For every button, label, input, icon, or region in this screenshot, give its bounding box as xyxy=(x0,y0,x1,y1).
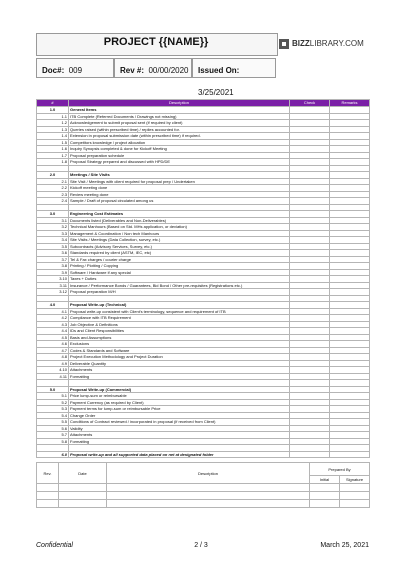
row-description: Kickoff meeting done xyxy=(69,185,290,192)
issued-on: Issued On: 3/25/2021 xyxy=(192,58,276,78)
prepared-by-label: Prepared By xyxy=(310,463,370,476)
table-row xyxy=(37,451,370,458)
row-number: 4.11 xyxy=(37,373,69,380)
row-number: 5.8 xyxy=(37,438,69,445)
footer-date: March 25, 2021 xyxy=(320,542,369,549)
column-header-remarks: Remarks xyxy=(330,100,370,107)
row-description: Extension in proposal submission date (within prescribed time) if required. xyxy=(69,133,290,140)
row-description: Payment terms for lump-sum or reimbursable Price xyxy=(69,406,290,413)
row-number: 5.4 xyxy=(37,412,69,419)
row-number: 4.10 xyxy=(37,367,69,374)
row-number: 3.11 xyxy=(37,282,69,289)
row-number: 4.0 xyxy=(37,302,69,309)
row-description: Insurance / Performance Bonds / Guarantees, Bid Bond / Other pre-requisites (Registrations etc.) xyxy=(69,282,290,289)
row-description: Documents listed (Deliverables and Non-Deliverables) xyxy=(69,217,290,224)
description-column-label: Description xyxy=(107,463,310,484)
row-number: 2.4 xyxy=(37,198,69,205)
logo-text: BIZZLIBRARY.COM xyxy=(292,39,364,48)
description-cell[interactable] xyxy=(107,500,310,508)
row-description: Competitors knowledge / project allocation xyxy=(69,139,290,146)
row-number: 1.0 xyxy=(37,107,69,114)
date-cell[interactable] xyxy=(59,500,107,508)
logo xyxy=(279,33,369,54)
row-number: 1.4 xyxy=(37,133,69,140)
row-description: Project Execution Methodology and Project Duration xyxy=(69,354,290,361)
row-number: 1.6 xyxy=(37,146,69,153)
row-number: 4.9 xyxy=(37,360,69,367)
row-number: 3.5 xyxy=(37,243,69,250)
row-description: Formatting xyxy=(69,373,290,380)
row-number: 2.0 xyxy=(37,172,69,179)
row-description: Inquiry Synopsis completed & done for Kickoff Meeting xyxy=(69,146,290,153)
row-description: Proposal write-up consistent with Client's terminology, sequence and requirement of ITB xyxy=(69,308,290,315)
initial-label: Initial xyxy=(310,476,340,484)
row-description: Job Objective & Definitions xyxy=(69,321,290,328)
row-number: 2.2 xyxy=(37,185,69,192)
row-description: Acknowledgement to submit proposal sent (if required by client) xyxy=(69,120,290,127)
row-number: 5.1 xyxy=(37,393,69,400)
row-description: Queries raised (within prescribed time) / replies accounted for. xyxy=(69,126,290,133)
row-number: 4.1 xyxy=(37,308,69,315)
row-description: Basis and Assumptions xyxy=(69,334,290,341)
row-description: IDs and Client Responsibilities xyxy=(69,328,290,335)
footer-confidential: Confidential xyxy=(36,542,73,549)
row-number: 3.7 xyxy=(37,256,69,263)
row-description: Sample / Draft of proposal circulated among us xyxy=(69,198,290,205)
row-description: Proposal preparation M/H xyxy=(69,289,290,296)
row-description: Price lump-sum or reimbursable xyxy=(69,393,290,400)
row-number: 4.4 xyxy=(37,328,69,335)
revision-row xyxy=(37,484,370,492)
row-description: Management & Coordination / Non tech Manhours xyxy=(69,230,290,237)
date-column-label: Date xyxy=(59,463,107,484)
page-title: PROJECT {{NAME}} xyxy=(103,36,209,48)
row-number: 3.3 xyxy=(37,230,69,237)
logo-icon xyxy=(279,39,289,49)
row-description: Site Visit / Meetings with client required for proposal prep / Undertaken xyxy=(69,178,290,185)
rev-cell[interactable] xyxy=(37,484,59,492)
row-description: Tel & Fax charges / courier charge xyxy=(69,256,290,263)
row-number: 4.5 xyxy=(37,334,69,341)
row-number: 3.10 xyxy=(37,276,69,283)
row-description: Proposal write-up and all supported data placed on net at designated folder xyxy=(69,451,290,458)
description-cell[interactable] xyxy=(107,492,310,500)
row-description: Printing / Plotting / Copying xyxy=(69,263,290,270)
row-number: 4.2 xyxy=(37,315,69,322)
doc-number: Doc#: 009 xyxy=(36,58,114,78)
row-description: ITB Complete (Referred Documents / Drawings not missing) xyxy=(69,113,290,120)
row-number: 4.7 xyxy=(37,347,69,354)
row-number: 3.2 xyxy=(37,224,69,231)
description-cell[interactable] xyxy=(107,484,310,492)
row-number: 1.7 xyxy=(37,152,69,159)
row-number: 3.6 xyxy=(37,250,69,257)
row-description: Subcontracts (Advisory Services, Survey, etc.) xyxy=(69,243,290,250)
row-number: 3.9 xyxy=(37,269,69,276)
row-description: Deliverable Quantity xyxy=(69,360,290,367)
row-description: General Items xyxy=(69,107,290,114)
row-description: Site Visits / Meetings (Data Collection, survey, etc.) xyxy=(69,237,290,244)
row-description: Review meeting done xyxy=(69,191,290,198)
footer-page-number: 2 / 3 xyxy=(194,542,208,549)
rev-cell[interactable] xyxy=(37,500,59,508)
row-number: 3.8 xyxy=(37,263,69,270)
initial-cell[interactable] xyxy=(310,492,340,500)
check-cell[interactable] xyxy=(290,451,330,458)
row-description: Proposal preparation schedule xyxy=(69,152,290,159)
rev-cell[interactable] xyxy=(37,492,59,500)
row-number: 5.6 xyxy=(37,425,69,432)
row-description: Taxes + Duties xyxy=(69,276,290,283)
row-number: 6.0 xyxy=(37,451,69,458)
row-number: 3.4 xyxy=(37,237,69,244)
signature-cell[interactable] xyxy=(340,484,370,492)
column-header-number: # xyxy=(37,100,69,107)
row-number: 1.8 xyxy=(37,159,69,166)
revision-number: Rev #: 00/00/2020 xyxy=(114,58,192,78)
row-description: Technical Manhours (Based on Std. MHs application, or deviation) xyxy=(69,224,290,231)
row-number: 5.3 xyxy=(37,406,69,413)
row-number: 3.1 xyxy=(37,217,69,224)
revision-table xyxy=(36,462,369,508)
row-number: 4.3 xyxy=(37,321,69,328)
column-header-description: Description xyxy=(69,100,290,107)
table-header-row xyxy=(37,100,370,107)
row-description: Formatting xyxy=(69,438,290,445)
row-description: Proposal Write-up (Commercial) xyxy=(69,386,290,393)
row-description: Compliance with ITB Requirement xyxy=(69,315,290,322)
row-description: Engineering Cost Estimates xyxy=(69,211,290,218)
revision-row xyxy=(37,500,370,508)
row-number: 3.12 xyxy=(37,289,69,296)
row-number: 4.6 xyxy=(37,341,69,348)
row-description: Codes & Standards and Software xyxy=(69,347,290,354)
row-number: 3.0 xyxy=(37,211,69,218)
row-description: Software / Hardware if any special xyxy=(69,269,290,276)
row-description: Standards required by client (ASTM, IEC, etc) xyxy=(69,250,290,257)
row-number: 1.5 xyxy=(37,139,69,146)
remarks-cell[interactable] xyxy=(330,451,370,458)
column-header-check: Check xyxy=(290,100,330,107)
row-description: Proposal Write-up (Technical) xyxy=(69,302,290,309)
row-number: 5.2 xyxy=(37,399,69,406)
row-description: Attachments xyxy=(69,432,290,439)
initial-cell[interactable] xyxy=(310,484,340,492)
checklist-table xyxy=(36,99,369,458)
signature-cell[interactable] xyxy=(340,492,370,500)
row-description: Attachments xyxy=(69,367,290,374)
row-number: 1.2 xyxy=(37,120,69,127)
revision-header-row xyxy=(37,463,370,476)
signature-label: Signature xyxy=(340,476,370,484)
row-number: 2.1 xyxy=(37,178,69,185)
row-number: 5.7 xyxy=(37,432,69,439)
rev-column-label: Rev. xyxy=(37,463,59,484)
row-description: Validity xyxy=(69,425,290,432)
revision-row xyxy=(37,492,370,500)
row-description: Exclusions xyxy=(69,341,290,348)
row-description: Conditions of Contract reviewed / incorporated in proposal (if received from Client) xyxy=(69,419,290,426)
row-description: Change Order xyxy=(69,412,290,419)
row-number: 2.3 xyxy=(37,191,69,198)
row-number: 1.3 xyxy=(37,126,69,133)
row-description: Proposal Strategy prepared and discussed with HPD/DE xyxy=(69,159,290,166)
row-description: Payment Currency (as required by Client) xyxy=(69,399,290,406)
date-cell[interactable] xyxy=(59,492,107,500)
row-number: 5.0 xyxy=(37,386,69,393)
date-cell[interactable] xyxy=(59,484,107,492)
row-number: 1.1 xyxy=(37,113,69,120)
initial-cell[interactable] xyxy=(310,500,340,508)
signature-cell[interactable] xyxy=(340,500,370,508)
row-number: 4.8 xyxy=(37,354,69,361)
row-description: Meetings / Site Visits xyxy=(69,172,290,179)
row-number: 5.5 xyxy=(37,419,69,426)
checklist-body xyxy=(37,107,370,458)
